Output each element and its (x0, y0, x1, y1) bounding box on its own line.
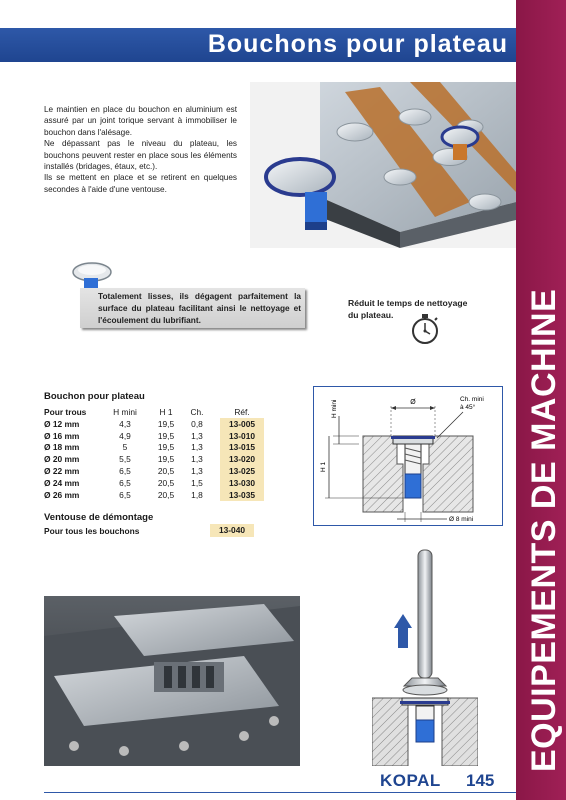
cell-h1: 19,5 (157, 454, 175, 465)
cell-chamfer: 1,8 (191, 489, 203, 500)
table-row (44, 418, 264, 430)
cell-hole: Ø 18 mm (44, 442, 80, 453)
ventouse-label: Pour tous les bouchons (44, 526, 140, 536)
header-ref: Réf. (234, 406, 250, 417)
cell-ref: 13-030 (220, 477, 264, 489)
ventouse-title: Ventouse de démontage (44, 512, 154, 523)
cell-h1: 20,5 (157, 466, 175, 477)
plate-photo (250, 82, 516, 248)
cell-hole: Ø 16 mm (44, 430, 80, 441)
cell-chamfer: 0,8 (191, 418, 203, 429)
feature-callout: Totalement lisses, ils dégagent parfaitement la surface du plateau facilitant ainsi le nettoyage et l'écoulement du lubrifiant. (80, 288, 305, 328)
stopwatch-icon (408, 312, 442, 346)
intro-paragraph-3: Ils se mettent en place et se retirent en quelques secondes à l'aide d'une ventouse. (44, 173, 237, 194)
cell-chamfer: 1,3 (191, 454, 203, 465)
cell-chamfer: 1,5 (191, 477, 203, 488)
title-bar (0, 28, 516, 62)
table-row (44, 489, 264, 501)
table-row (44, 442, 264, 454)
diagram-h1: H 1 (320, 461, 327, 472)
side-label: EQUIPEMENTS DE MACHINE (525, 288, 563, 772)
table-row (44, 453, 264, 465)
ventouse-ref: 13-040 (210, 524, 254, 537)
cell-h-mini: 5,5 (119, 454, 131, 465)
cell-hole: Ø 12 mm (44, 418, 80, 429)
cleaning-note-line-1: Réduit le temps de nettoyage (348, 298, 468, 308)
cell-h1: 20,5 (157, 489, 175, 500)
table-row (44, 430, 264, 442)
cell-hole: Ø 22 mm (44, 466, 80, 477)
footer-brand: KOPAL (380, 771, 441, 790)
table-row (44, 477, 264, 489)
diagram-chamfer-1: Ch. mini (460, 396, 484, 403)
cross-section-diagram (313, 386, 503, 526)
table-row (44, 465, 264, 477)
cell-chamfer: 1,3 (191, 442, 203, 453)
cell-h-mini: 4,9 (119, 430, 131, 441)
cell-h1: 19,5 (157, 442, 175, 453)
footer-divider (44, 792, 516, 793)
cell-h-mini: 6,5 (119, 466, 131, 477)
cell-h-mini: 4,3 (119, 418, 131, 429)
cell-h1: 19,5 (157, 430, 175, 441)
page-title: Bouchons pour plateau (207, 30, 508, 58)
cell-hole: Ø 24 mm (44, 477, 80, 488)
spec-table (44, 405, 264, 501)
vise-photo (44, 596, 300, 766)
header-holes: Pour trous (44, 406, 87, 417)
header-h-mini: H mini (113, 406, 137, 417)
diagram-h-mini: H mini (331, 399, 338, 418)
cell-h1: 20,5 (157, 477, 175, 488)
page-number: 145 (466, 771, 495, 790)
cleaning-note-line-2: du plateau. (348, 310, 394, 320)
cell-hole: Ø 26 mm (44, 489, 80, 500)
cell-h-mini: 6,5 (119, 489, 131, 500)
cell-h1: 19,5 (157, 418, 175, 429)
header-h1: H 1 (159, 406, 173, 417)
intro-paragraph-1: Le maintien en place du bouchon en aluminium est assuré par un joint torique servant à immobiliser le bouchon dans l'alésage. (44, 105, 237, 137)
cell-chamfer: 1,3 (191, 466, 203, 477)
cell-ref: 13-015 (220, 442, 264, 454)
cell-ref: 13-035 (220, 489, 264, 501)
diagram-diameter-min: Ø 8 mini (449, 516, 474, 523)
cell-ref: 13-010 (220, 430, 264, 442)
cell-hole: Ø 20 mm (44, 454, 80, 465)
suction-tool-diagram (372, 548, 478, 766)
intro-paragraph-2: Ne dépassant pas le niveau du plateau, les bouchons peuvent rester en place sous les éléments installés (bridages, étaux, etc.). (44, 139, 237, 172)
cell-ref: 13-020 (220, 453, 264, 465)
cell-chamfer: 1,3 (191, 430, 203, 441)
diagram-diameter: Ø (410, 399, 416, 406)
diagram-chamfer-2: à 45° (460, 404, 476, 411)
cell-h-mini: 6,5 (119, 477, 131, 488)
intro-text (44, 104, 237, 195)
header-chamfer: Ch. (190, 406, 204, 417)
cell-ref: 13-005 (220, 418, 264, 430)
table-header-row (44, 405, 264, 418)
cell-ref: 13-025 (220, 465, 264, 477)
table-title: Bouchon pour plateau (44, 391, 145, 402)
cell-h-mini: 5 (122, 442, 128, 453)
